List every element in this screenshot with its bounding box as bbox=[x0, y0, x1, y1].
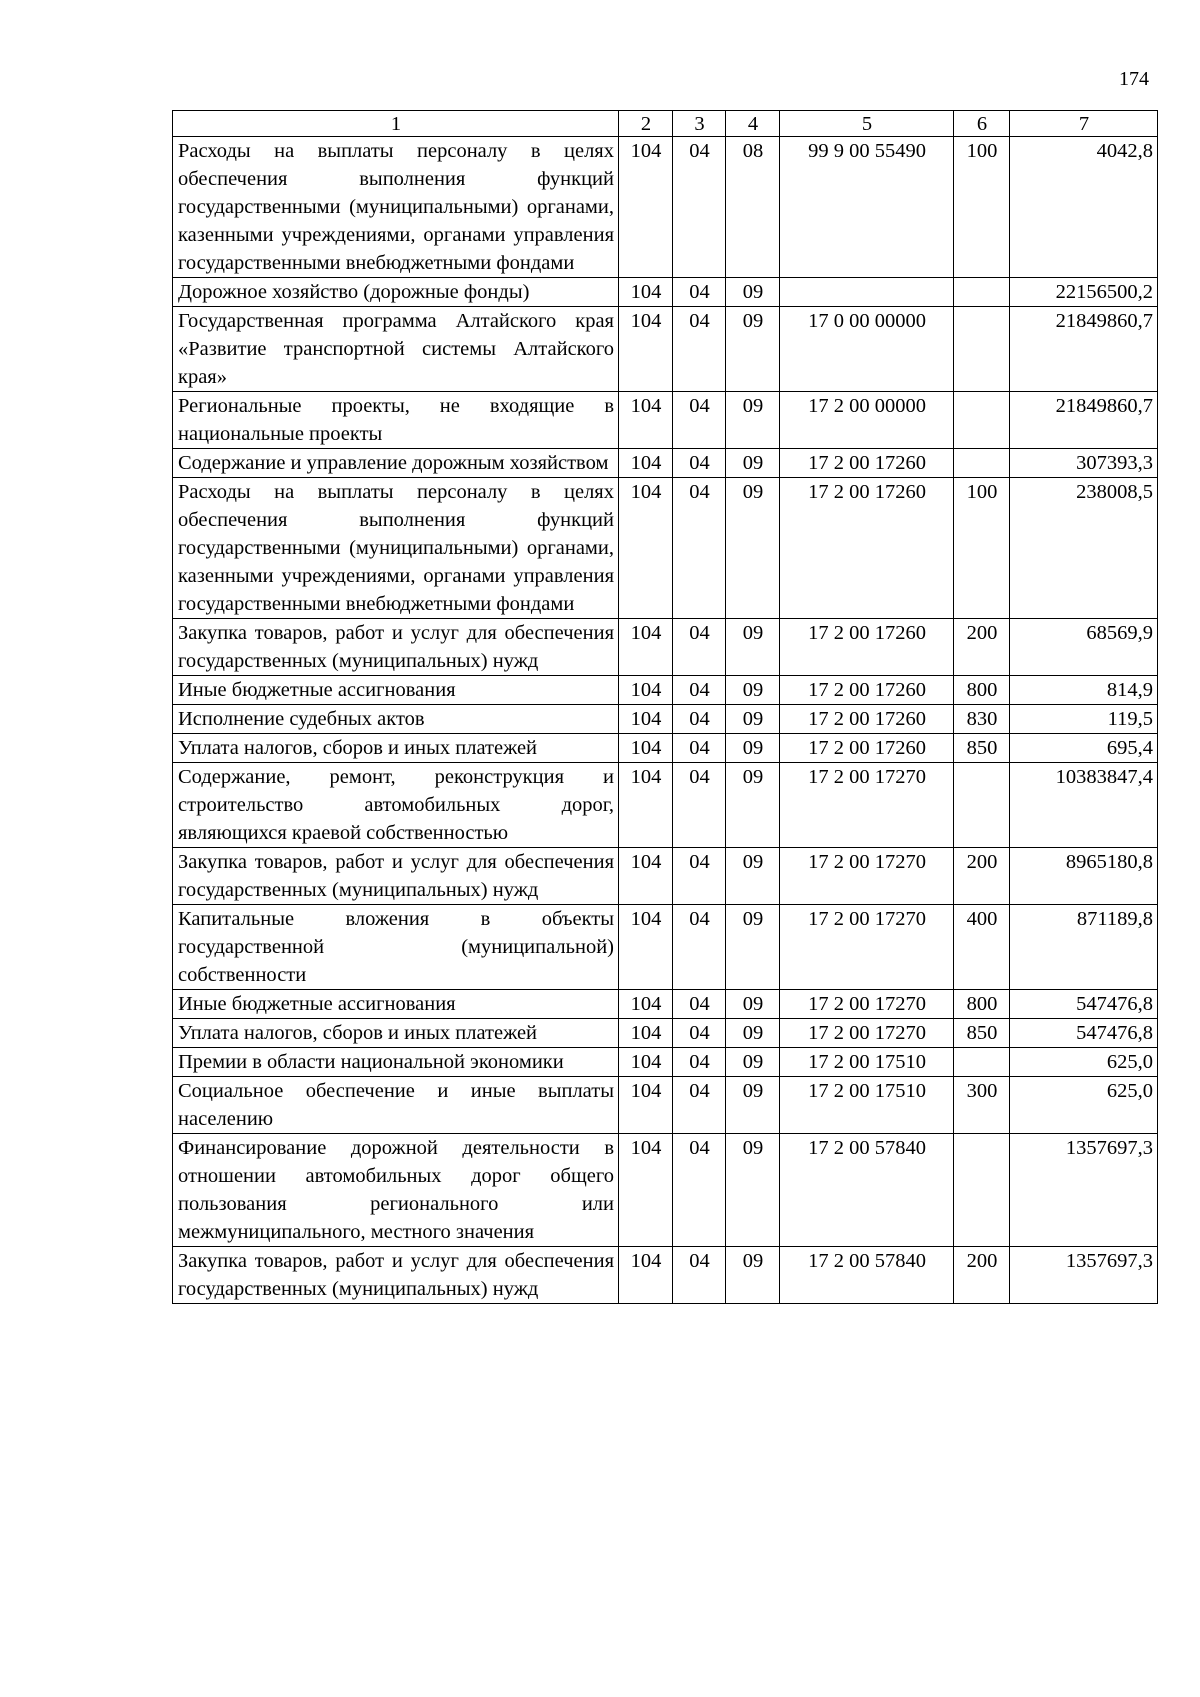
row-code-col2: 104 bbox=[619, 763, 673, 848]
row-code-col5: 17 2 00 17270 bbox=[780, 1019, 954, 1048]
row-code-col5: 17 2 00 17270 bbox=[780, 990, 954, 1019]
row-code-col6: 100 bbox=[954, 137, 1010, 278]
row-code-col4: 09 bbox=[726, 905, 780, 990]
row-code-col5: 17 2 00 17270 bbox=[780, 763, 954, 848]
row-description: Расходы на выплаты персоналу в целях обеспечения выполнения функций государственными (муниципальными) органами, казенными учреждениями, органами управления государственными внебюджетными фондами bbox=[173, 137, 619, 278]
row-amount: 22156500,2 bbox=[1010, 278, 1158, 307]
row-code-col3: 04 bbox=[673, 137, 726, 278]
row-code-col6: 850 bbox=[954, 1019, 1010, 1048]
row-code-col3: 04 bbox=[673, 848, 726, 905]
row-description: Содержание, ремонт, реконструкция и строительство автомобильных дорог, являющихся краевой собственностью bbox=[173, 763, 619, 848]
row-code-col3: 04 bbox=[673, 307, 726, 392]
row-code-col4: 08 bbox=[726, 137, 780, 278]
row-code-col4: 09 bbox=[726, 619, 780, 676]
row-code-col4: 09 bbox=[726, 307, 780, 392]
row-amount: 119,5 bbox=[1010, 705, 1158, 734]
row-amount: 625,0 bbox=[1010, 1077, 1158, 1134]
row-code-col3: 04 bbox=[673, 763, 726, 848]
row-code-col2: 104 bbox=[619, 848, 673, 905]
row-code-col4: 09 bbox=[726, 705, 780, 734]
row-code-col4: 09 bbox=[726, 1247, 780, 1304]
row-description: Содержание и управление дорожным хозяйством bbox=[173, 449, 619, 478]
column-header: 3 bbox=[673, 111, 726, 137]
row-description: Закупка товаров, работ и услуг для обеспечения государственных (муниципальных) нужд bbox=[173, 848, 619, 905]
row-description: Капитальные вложения в объекты государственной (муниципальной) собственности bbox=[173, 905, 619, 990]
table-row bbox=[173, 734, 1158, 763]
column-header: 7 bbox=[1010, 111, 1158, 137]
table-row bbox=[173, 990, 1158, 1019]
table-row bbox=[173, 478, 1158, 619]
row-amount: 307393,3 bbox=[1010, 449, 1158, 478]
row-description: Премии в области национальной экономики bbox=[173, 1048, 619, 1077]
row-description: Социальное обеспечение и иные выплаты населению bbox=[173, 1077, 619, 1134]
row-code-col2: 104 bbox=[619, 1048, 673, 1077]
row-code-col5: 17 2 00 57840 bbox=[780, 1134, 954, 1247]
row-code-col5: 17 2 00 17270 bbox=[780, 848, 954, 905]
row-description: Дорожное хозяйство (дорожные фонды) bbox=[173, 278, 619, 307]
table-row bbox=[173, 1048, 1158, 1077]
column-header: 4 bbox=[726, 111, 780, 137]
table-row bbox=[173, 307, 1158, 392]
row-code-col2: 104 bbox=[619, 705, 673, 734]
table-row bbox=[173, 848, 1158, 905]
table-row bbox=[173, 1247, 1158, 1304]
row-amount: 547476,8 bbox=[1010, 990, 1158, 1019]
row-amount: 68569,9 bbox=[1010, 619, 1158, 676]
row-code-col6 bbox=[954, 307, 1010, 392]
row-description: Закупка товаров, работ и услуг для обеспечения государственных (муниципальных) нужд bbox=[173, 619, 619, 676]
row-code-col6 bbox=[954, 1134, 1010, 1247]
row-code-col2: 104 bbox=[619, 1134, 673, 1247]
row-code-col4: 09 bbox=[726, 763, 780, 848]
row-code-col6 bbox=[954, 449, 1010, 478]
row-code-col4: 09 bbox=[726, 1019, 780, 1048]
table-row bbox=[173, 705, 1158, 734]
column-header: 1 bbox=[173, 111, 619, 137]
row-code-col3: 04 bbox=[673, 449, 726, 478]
row-code-col5: 17 2 00 17260 bbox=[780, 676, 954, 705]
table-row bbox=[173, 278, 1158, 307]
row-code-col3: 04 bbox=[673, 905, 726, 990]
row-code-col4: 09 bbox=[726, 1134, 780, 1247]
row-code-col4: 09 bbox=[726, 848, 780, 905]
row-code-col2: 104 bbox=[619, 137, 673, 278]
row-code-col6: 800 bbox=[954, 676, 1010, 705]
row-description: Исполнение судебных актов bbox=[173, 705, 619, 734]
row-code-col5: 17 2 00 17260 bbox=[780, 619, 954, 676]
row-description: Государственная программа Алтайского края «Развитие транспортной системы Алтайского края» bbox=[173, 307, 619, 392]
row-code-col5: 17 2 00 17510 bbox=[780, 1077, 954, 1134]
table-row bbox=[173, 1077, 1158, 1134]
row-amount: 1357697,3 bbox=[1010, 1247, 1158, 1304]
row-code-col6: 300 bbox=[954, 1077, 1010, 1134]
row-code-col3: 04 bbox=[673, 705, 726, 734]
table-row bbox=[173, 1134, 1158, 1247]
row-code-col3: 04 bbox=[673, 392, 726, 449]
row-code-col2: 104 bbox=[619, 1247, 673, 1304]
row-code-col3: 04 bbox=[673, 478, 726, 619]
row-code-col4: 09 bbox=[726, 1077, 780, 1134]
column-header: 5 bbox=[780, 111, 954, 137]
row-code-col2: 104 bbox=[619, 734, 673, 763]
row-amount: 238008,5 bbox=[1010, 478, 1158, 619]
table-row bbox=[173, 1019, 1158, 1048]
row-code-col6: 850 bbox=[954, 734, 1010, 763]
row-code-col5: 99 9 00 55490 bbox=[780, 137, 954, 278]
row-description: Иные бюджетные ассигнования bbox=[173, 990, 619, 1019]
row-description: Финансирование дорожной деятельности в отношении автомобильных дорог общего пользования регионального или межмуниципального, местного значения bbox=[173, 1134, 619, 1247]
row-amount: 695,4 bbox=[1010, 734, 1158, 763]
row-code-col2: 104 bbox=[619, 278, 673, 307]
row-code-col2: 104 bbox=[619, 392, 673, 449]
row-description: Иные бюджетные ассигнования bbox=[173, 676, 619, 705]
row-code-col3: 04 bbox=[673, 676, 726, 705]
row-code-col6: 800 bbox=[954, 990, 1010, 1019]
row-code-col4: 09 bbox=[726, 478, 780, 619]
row-code-col2: 104 bbox=[619, 307, 673, 392]
row-code-col5: 17 2 00 17260 bbox=[780, 478, 954, 619]
row-amount: 8965180,8 bbox=[1010, 848, 1158, 905]
row-code-col2: 104 bbox=[619, 990, 673, 1019]
row-amount: 10383847,4 bbox=[1010, 763, 1158, 848]
row-code-col6 bbox=[954, 392, 1010, 449]
row-code-col2: 104 bbox=[619, 1019, 673, 1048]
row-amount: 21849860,7 bbox=[1010, 307, 1158, 392]
row-code-col4: 09 bbox=[726, 734, 780, 763]
row-code-col6: 200 bbox=[954, 1247, 1010, 1304]
row-code-col5: 17 2 00 57840 bbox=[780, 1247, 954, 1304]
row-code-col4: 09 bbox=[726, 1048, 780, 1077]
table-row bbox=[173, 137, 1158, 278]
row-amount: 814,9 bbox=[1010, 676, 1158, 705]
row-code-col5: 17 0 00 00000 bbox=[780, 307, 954, 392]
row-code-col4: 09 bbox=[726, 278, 780, 307]
row-code-col2: 104 bbox=[619, 478, 673, 619]
row-code-col5: 17 2 00 17260 bbox=[780, 449, 954, 478]
row-code-col5: 17 2 00 00000 bbox=[780, 392, 954, 449]
page-number: 174 bbox=[1119, 68, 1149, 90]
table-row bbox=[173, 763, 1158, 848]
column-header: 6 bbox=[954, 111, 1010, 137]
row-description: Уплата налогов, сборов и иных платежей bbox=[173, 734, 619, 763]
row-code-col2: 104 bbox=[619, 676, 673, 705]
row-code-col6 bbox=[954, 1048, 1010, 1077]
row-code-col3: 04 bbox=[673, 1134, 726, 1247]
row-code-col3: 04 bbox=[673, 278, 726, 307]
row-code-col6: 200 bbox=[954, 848, 1010, 905]
row-code-col5: 17 2 00 17510 bbox=[780, 1048, 954, 1077]
row-code-col2: 104 bbox=[619, 905, 673, 990]
row-amount: 547476,8 bbox=[1010, 1019, 1158, 1048]
row-code-col3: 04 bbox=[673, 734, 726, 763]
row-code-col3: 04 bbox=[673, 990, 726, 1019]
row-code-col6 bbox=[954, 278, 1010, 307]
row-amount: 871189,8 bbox=[1010, 905, 1158, 990]
table-row bbox=[173, 676, 1158, 705]
row-amount: 625,0 bbox=[1010, 1048, 1158, 1077]
row-code-col6: 830 bbox=[954, 705, 1010, 734]
row-code-col2: 104 bbox=[619, 1077, 673, 1134]
row-amount: 4042,8 bbox=[1010, 137, 1158, 278]
row-code-col3: 04 bbox=[673, 1019, 726, 1048]
table-row bbox=[173, 905, 1158, 990]
table-body bbox=[173, 137, 1158, 1304]
row-code-col5: 17 2 00 17270 bbox=[780, 905, 954, 990]
row-code-col5 bbox=[780, 278, 954, 307]
row-code-col4: 09 bbox=[726, 449, 780, 478]
row-code-col3: 04 bbox=[673, 1247, 726, 1304]
row-amount: 1357697,3 bbox=[1010, 1134, 1158, 1247]
row-description: Расходы на выплаты персоналу в целях обеспечения выполнения функций государственными (муниципальными) органами, казенными учреждениями, органами управления государственными внебюджетными фондами bbox=[173, 478, 619, 619]
row-description: Региональные проекты, не входящие в национальные проекты bbox=[173, 392, 619, 449]
row-code-col6: 400 bbox=[954, 905, 1010, 990]
row-code-col3: 04 bbox=[673, 1077, 726, 1134]
row-code-col6: 200 bbox=[954, 619, 1010, 676]
row-code-col6 bbox=[954, 763, 1010, 848]
row-code-col2: 104 bbox=[619, 449, 673, 478]
row-code-col5: 17 2 00 17260 bbox=[780, 734, 954, 763]
row-code-col6: 100 bbox=[954, 478, 1010, 619]
row-description: Закупка товаров, работ и услуг для обеспечения государственных (муниципальных) нужд bbox=[173, 1247, 619, 1304]
row-code-col4: 09 bbox=[726, 392, 780, 449]
table-row bbox=[173, 619, 1158, 676]
row-code-col4: 09 bbox=[726, 990, 780, 1019]
row-code-col3: 04 bbox=[673, 1048, 726, 1077]
row-code-col4: 09 bbox=[726, 676, 780, 705]
table-header-row bbox=[173, 111, 1158, 137]
row-code-col2: 104 bbox=[619, 619, 673, 676]
row-description: Уплата налогов, сборов и иных платежей bbox=[173, 1019, 619, 1048]
table-row bbox=[173, 449, 1158, 478]
row-code-col3: 04 bbox=[673, 619, 726, 676]
budget-table bbox=[172, 110, 1158, 1304]
column-header: 2 bbox=[619, 111, 673, 137]
row-code-col5: 17 2 00 17260 bbox=[780, 705, 954, 734]
row-amount: 21849860,7 bbox=[1010, 392, 1158, 449]
table-row bbox=[173, 392, 1158, 449]
